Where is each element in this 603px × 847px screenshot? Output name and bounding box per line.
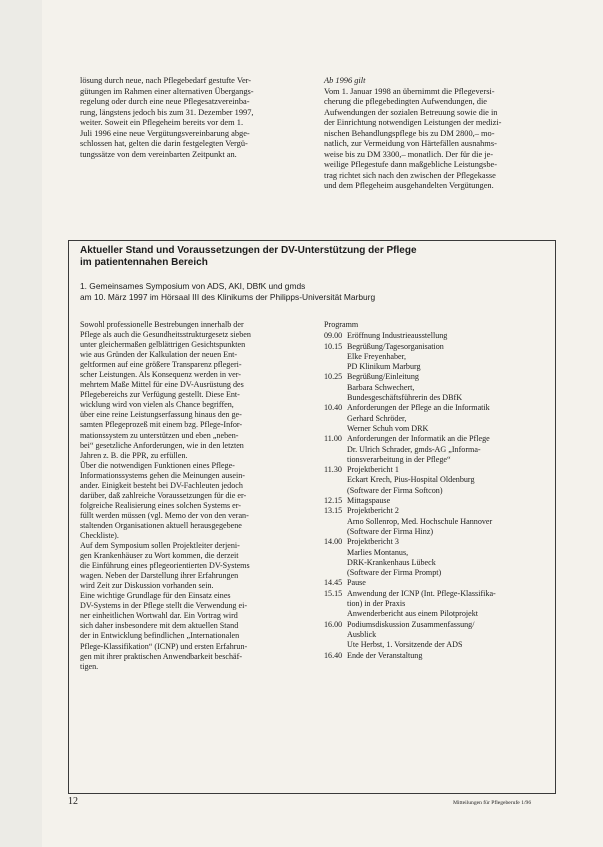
programme-item: 12.15 Mittagspause bbox=[324, 496, 391, 506]
programme-item: 11.00 Anforderungen der Informatik an die Pflege Dr. Ulrich Schrader, gmds-AG „Informa- tionsverarbeitung in der Pflege“ bbox=[324, 434, 490, 464]
top-right-paragraph: Ab 1996 gilt Vom 1. Januar 1998 an übernimmt die Pflegeversi- cherung die pflegebedingten Aufwendungen, die Aufwendungen der sozialen Betreuung sowie die in der Einrichtung notwendigen Leistungen der medizi- nischen Behandlungspflege bis zu DM 2800,– mo- natlich, zur Vermeidung von Härtefällen ausnahms- weise bis zu DM 3300,– monatlich. Der für die je- weilige Pflegestufe dann maßgebliche Leistungsbe- trag richtet sich nach den zwischen der Pflegekasse und dem Pflegeheim ausgehandelten Vergütungen. bbox=[324, 76, 550, 192]
programme-item: 16.40 Ende der Veranstaltung bbox=[324, 650, 423, 660]
box-subtitle: 1. Gemeinsames Symposium von ADS, AKI, DBfK und gmds am 10. März 1997 im Hörsaal III des Klinikums der Philipps-Universität Marburg bbox=[80, 281, 376, 302]
programme-item: 11.30 Projektbericht 1 Eckart Krech, Pius-Hospital Oldenburg (Software der Firma Softcon) bbox=[324, 465, 475, 495]
programme-heading: Programm bbox=[324, 320, 359, 329]
programme-item: 15.15 Anwendung der ICNP (Int. Pflege-Klassifika- tion) in der Praxis Anwenderbericht aus einem Pilotprojekt bbox=[324, 588, 496, 619]
programme-item: 10.15 Begrüßung/Tagesorganisation Elke Freyenhaber, PD Klinikum Marburg bbox=[324, 341, 444, 372]
programme-item: 16.00 Podiumsdiskussion Zusammenfassung/ Ausblick Ute Herbst, 1. Vorsitzende der ADS bbox=[324, 619, 475, 650]
programme-item: 10.25 Begrüßung/Einleitung Barbara Schwechert, Bundesgeschäftsführerin des DBfK bbox=[324, 372, 463, 403]
programme-item: 13.15 Projektbericht 2 bbox=[324, 506, 399, 516]
programme-item: 09.00 Eröffnung Industrieausstellung bbox=[324, 331, 448, 341]
programme-item: 10.40 Anforderungen der Pflege an die Informatik Gerhard Schröder, Werner Schuh vom DRK bbox=[324, 403, 490, 433]
box-title: Aktueller Stand und Voraussetzungen der DV-Unterstützung der Pflege im patientennahen Bereich bbox=[80, 245, 417, 269]
programme-item: Arno Sollenrop, Med. Hochschule Hannover (Software der Firma Hinz) bbox=[347, 516, 493, 536]
programme-item: 14.45 Pause bbox=[324, 578, 366, 588]
running-footer: Mitteilungen für Pflegeberufe 1/96 bbox=[453, 800, 532, 806]
box-body-text: Sowohl professionelle Bestrebungen innerhalb der Pflege als auch die Gesundheitsstrukturgesetz sieben unter gleichermaßen gelblättrigen Gesichtspunkten wie aus Gründen der Kalkulation der neuen Ent- geltformen auf eine größere Transparenz pflegeri- scher Leistungen. Als Konsequenz werden in ver- mehrtem Maße Mittel für eine DV-Ausrüstung des Pflegebereichs zur Verfügung gestellt. Diese Ent- wicklung wird von vielen als Chance begriffen, über eine reine Leistungserfassung hinaus den ge- samten Pflegeprozeß mit einem bzg. Pflege-Infor- mationssystem zu unterstützen und eben „neben- bei“ gesetzliche Anforderungen, wie in den letzten Jahren z. B. die PPR, zu erfüllen. Über die notwendigen Funktionen eines Pflege- Informationssystems gehen die Meinungen ausein- ander. Einigkeit besteht bei DV-Fachleuten jedoch darüber, daß zahlreiche Voraussetzungen für die er- folgreiche Realisierung eines solchen Systems er- füllt werden müssen (vgl. Memo der von den veran- staltenden Organisationen aktuell herausgegebene Checkliste). Auf dem Symposium sollen Projektleiter derjeni- gen Krankenhäuser zu Wort kommen, die derzeit die Einführung eines pflegeorientierten DV-Systems wagen. Neben der Darstellung ihrer Erfahrungen wird Zeit zur Diskussion vorhanden sein. Eine wichtige Grundlage für den Einsatz eines DV-Systems in der Pflege stellt die Verwendung ei- ner einheitlichen Wortwahl dar. Ein Vortrag wird sich daher insbesondere mit dem aktuellen Stand der in Entwicklung befindlichen „Internationalen Pflege-Klassifikation“ (ICNP) und ersten Erfahrun- gen mit ihrer praktischen Anwendbarkeit beschäf- tigen. bbox=[80, 320, 251, 671]
top-left-paragraph: lösung durch neue, nach Pflegebedarf gestufte Ver- gütungen im Rahmen einer alternativen Übergangs- regelung oder durch eine neue Pflegesatzvereinba- rung, längstens jedoch bis zum 31. Dezember 1997, weiter. Soweit ein Pflegeheim bereits vor dem 1. Juli 1996 eine neue Vergütungsvereinbarung abge- schlossen hat, gelten die darin festgelegten Vergü- tungssätze von dem vereinbarten Zeitpunkt an. bbox=[80, 76, 254, 159]
scan-margin bbox=[0, 0, 42, 847]
programme-list bbox=[324, 320, 548, 661]
programme-item: 14.00 Projektbericht 3 Marlies Montanus, DRK-Krankenhaus Lübeck (Software der Firma Prompt) bbox=[324, 537, 442, 578]
page-number: 12 bbox=[68, 796, 78, 807]
section-heading: Ab 1996 gilt bbox=[324, 76, 366, 85]
